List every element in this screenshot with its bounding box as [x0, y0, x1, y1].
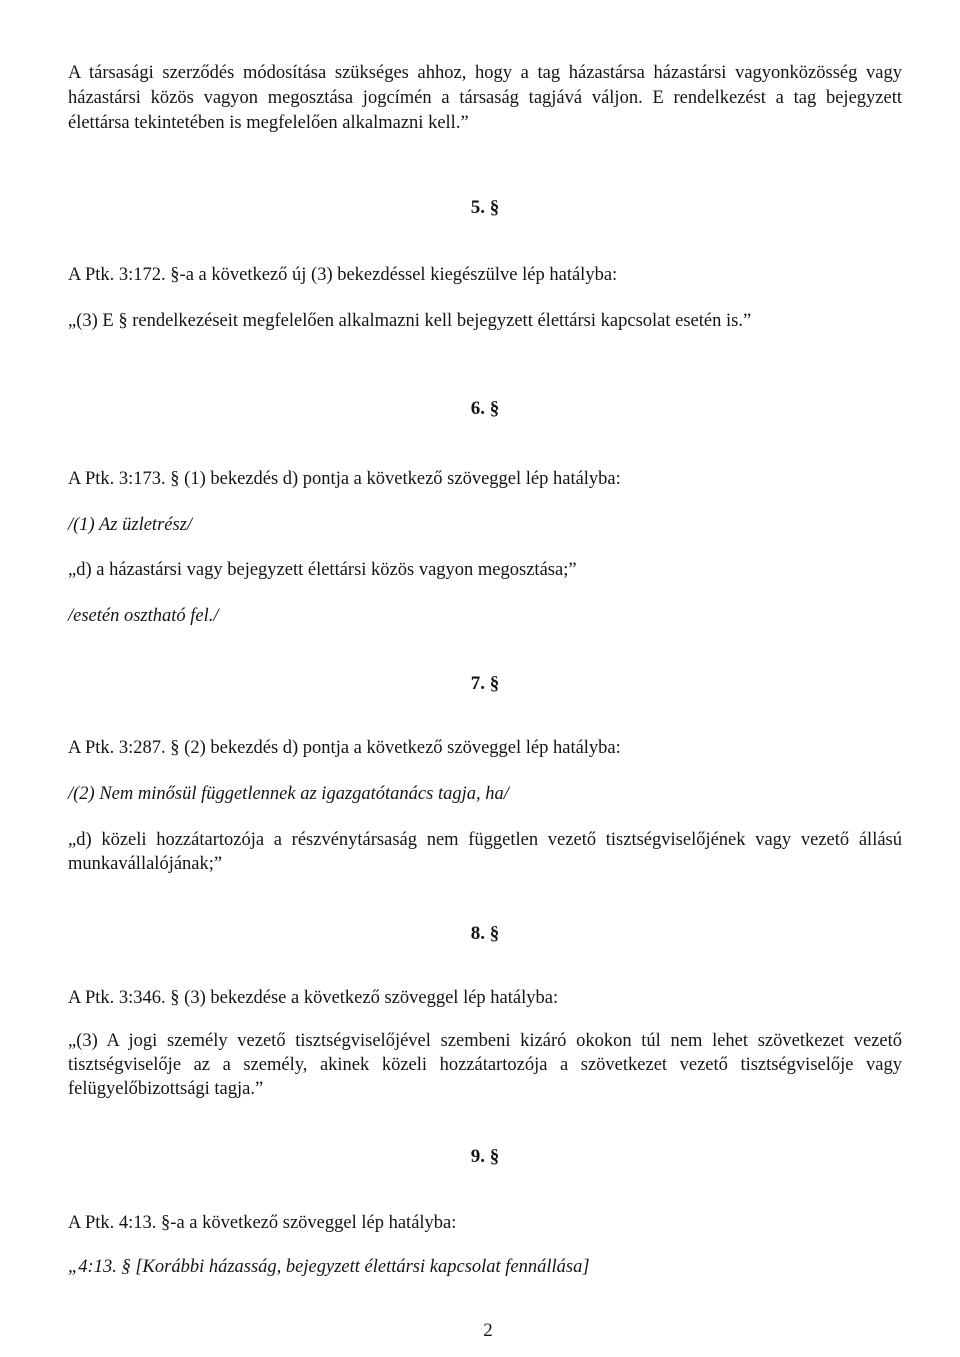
intro-line-2: házastársi közös vagyon megosztása jogcímén a társaság tagjává váljon. E rendelkezést a tag bejegyzett: [68, 88, 902, 108]
intro-line-3: élettársa tekintetében is megfelelően alkalmazni kell.”: [68, 113, 469, 133]
intro-line-1: A társasági szerződés módosítása szükséges ahhoz, hogy a tag házastársa házastársi vagyonközösség vagy: [68, 63, 902, 83]
section-7-quote-line-1: „d) közeli hozzátartozója a részvénytársaság nem független vezető tisztségviselőjének vagy vezető állású: [68, 830, 902, 850]
section-8-heading: 8. §: [470, 923, 500, 944]
section-9-heading: 9. §: [470, 1146, 500, 1167]
section-8-intro: A Ptk. 3:346. § (3) bekezdése a következő szöveggel lép hatályba:: [68, 988, 559, 1008]
section-5-heading: 5. §: [470, 197, 500, 218]
section-6-heading: 6. §: [470, 398, 500, 419]
section-8-quote-line-3: felügyelőbizottsági tagja.”: [68, 1079, 264, 1099]
section-6-context: /(1) Az üzletrész/: [68, 515, 193, 535]
section-9-intro: A Ptk. 4:13. §-a a következő szöveggel lép hatályba:: [68, 1213, 457, 1233]
section-8-quote-line-2: tisztségviselője az a személy, akinek közeli hozzátartozója a szövetkezet vezető tisztségviselője vagy: [68, 1055, 902, 1075]
section-5-intro: A Ptk. 3:172. §-a a következő új (3) bekezdéssel kiegészülve lép hatályba:: [68, 265, 618, 285]
section-7-context: /(2) Nem minősül függetlennek az igazgatótanács tagja, ha/: [68, 784, 509, 804]
section-6-quote: „d) a házastársi vagy bejegyzett élettársi közös vagyon megosztása;”: [68, 560, 577, 580]
section-6-context-end: /esetén osztható fel./: [68, 606, 219, 626]
section-6-intro: A Ptk. 3:173. § (1) bekezdés d) pontja a következő szöveggel lép hatályba:: [68, 469, 621, 489]
page-number: 2: [483, 1320, 493, 1341]
section-7-intro: A Ptk. 3:287. § (2) bekezdés d) pontja a következő szöveggel lép hatályba:: [68, 738, 621, 758]
section-7-heading: 7. §: [470, 673, 500, 694]
section-5-quote: „(3) E § rendelkezéseit megfelelően alkalmazni kell bejegyzett élettársi kapcsolat esetén is.”: [68, 311, 752, 331]
section-9-quote: „4:13. § [Korábbi házasság, bejegyzett élettársi kapcsolat fennállása]: [68, 1257, 590, 1277]
section-8-quote-line-1: „(3) A jogi személy vezető tisztségviselőjével szembeni kizáró okokon túl nem lehet szövetkezet vezető: [68, 1031, 902, 1051]
section-7-quote-line-2: munkavállalójának;”: [68, 854, 223, 874]
